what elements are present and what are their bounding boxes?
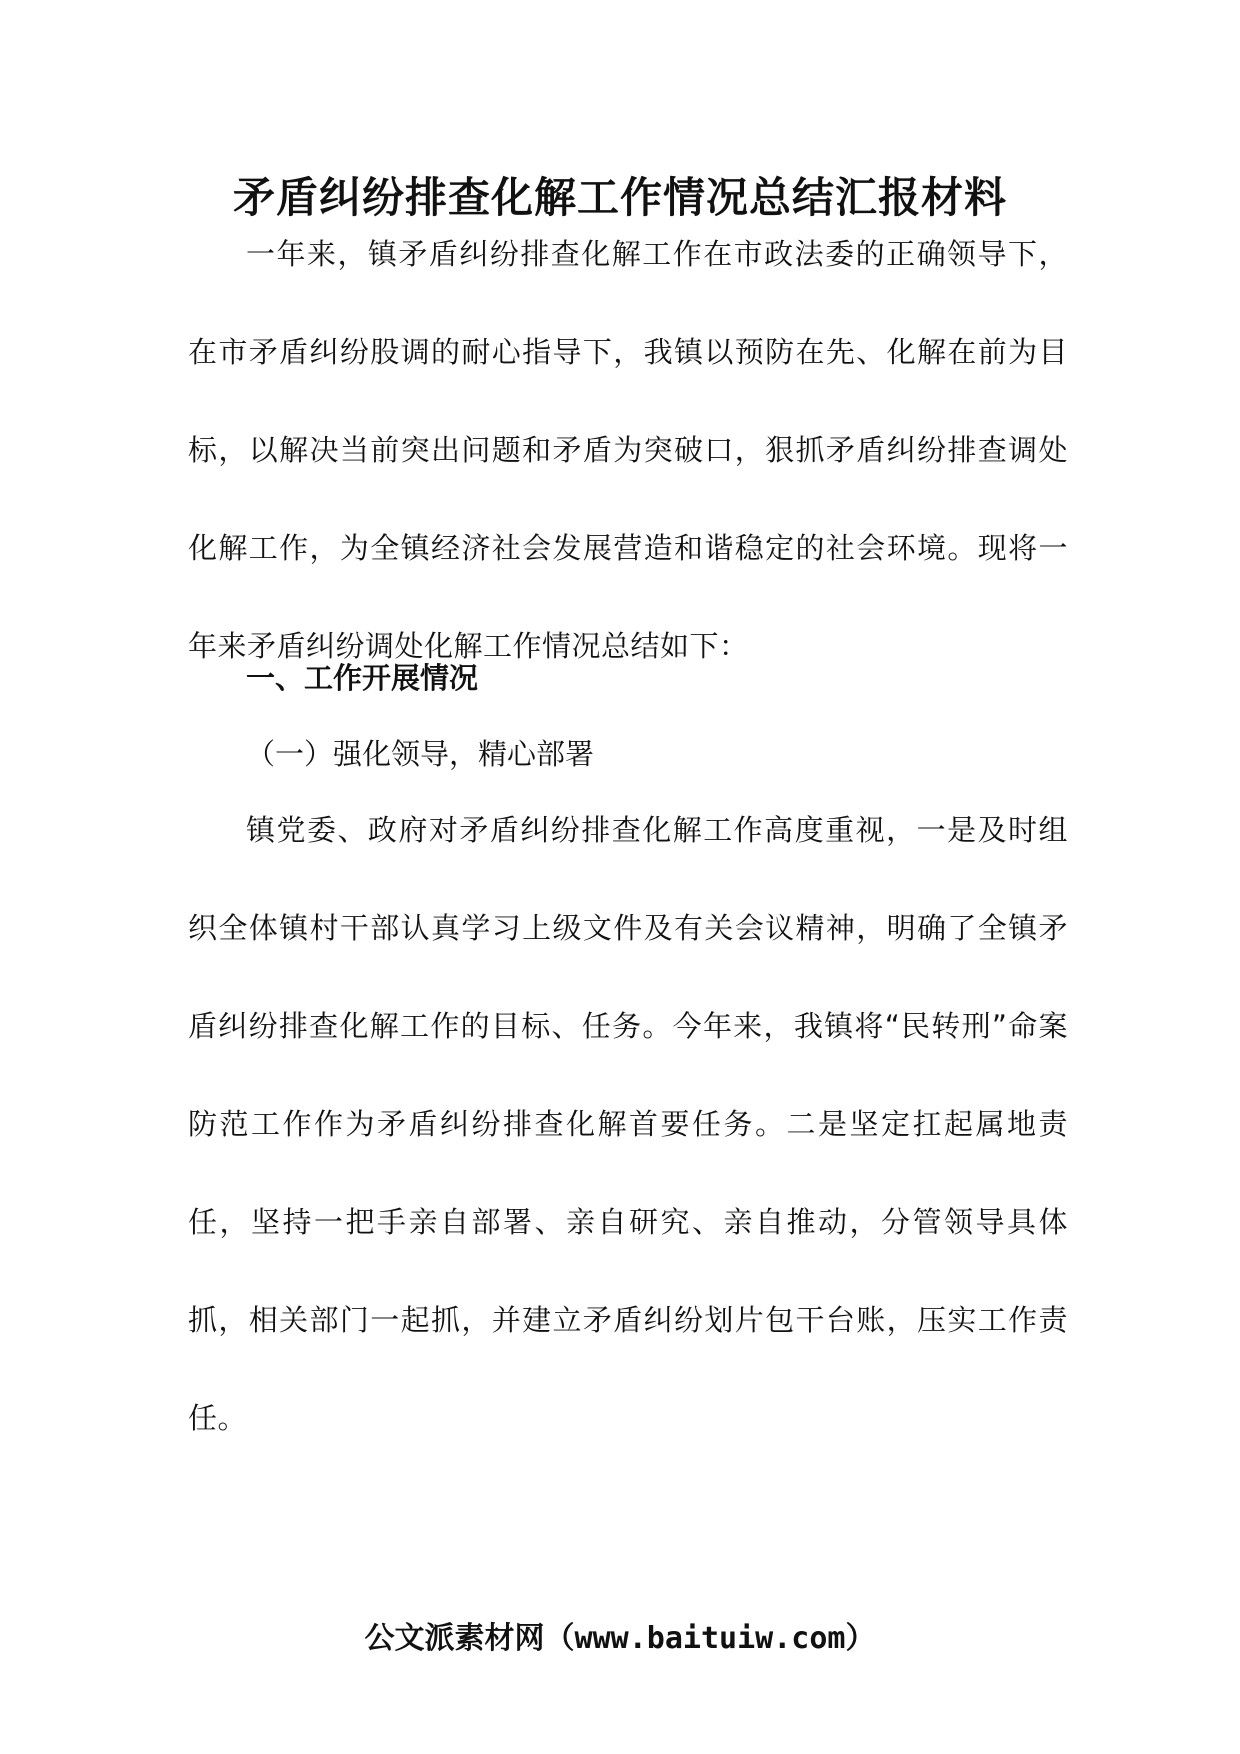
body-block [188, 781, 1068, 1467]
footer-watermark [0, 1614, 1240, 1664]
document-title: 矛盾纠纷排查化解工作情况总结汇报材料 [232, 173, 1007, 222]
subsection-heading: （一）强化领导，精心部署 [246, 737, 595, 771]
intro-block [188, 205, 1068, 695]
footer-paren-open: （ [544, 1621, 575, 1656]
footer-site-url: www.baituiw.com [574, 1621, 846, 1656]
intro-paragraph: 一年来，镇矛盾纠纷排查化解工作在市政法委的正确领导下，在市矛盾纠纷股调的耐心指导下，我镇以预防在先、化解在前为目标，以解决当前突出问题和矛盾为突破口，狠抓矛盾纠纷排查调处化解工作，为全镇经济社会发展营造和谐稳定的社会环境。现将一年来矛盾纠纷调处化解工作情况总结如下： [188, 237, 1068, 663]
section-heading: 一、工作开展情况 [246, 661, 479, 695]
body-paragraph: 镇党委、政府对矛盾纠纷排查化解工作高度重视，一是及时组织全体镇村干部认真学习上级文件及有关会议精神，明确了全镇矛盾纠纷排查化解工作的目标、任务。今年来，我镇将“民转刑”命案防范工作作为矛盾纠纷排查化解首要任务。二是坚定扛起属地责任，坚持一把手亲自部署、亲自研究、亲自推动，分管领导具体抓，相关部门一起抓，并建立矛盾纠纷划片包干台账，压实工作责任。 [188, 813, 1068, 1435]
footer-site-name: 公文派素材网 [364, 1621, 545, 1656]
footer-paren-close: ） [845, 1621, 876, 1656]
